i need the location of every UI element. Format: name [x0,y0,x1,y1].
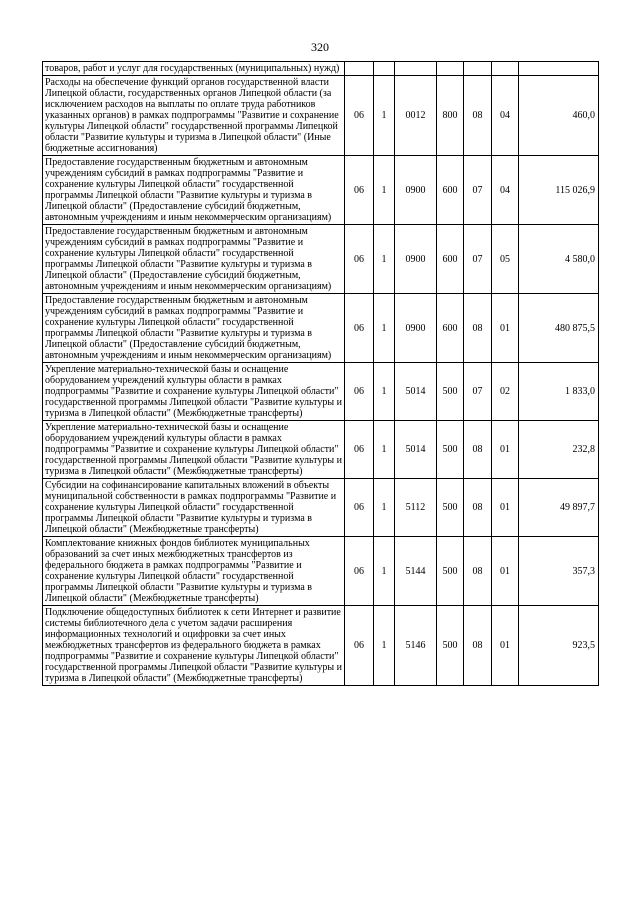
section-code: 07 [464,363,492,421]
subprogram-code: 1 [374,76,395,156]
expense-type-code: 600 [437,225,464,294]
expense-type-code: 500 [437,479,464,537]
table-row [43,479,599,537]
program-code: 06 [345,479,374,537]
program-code: 06 [345,606,374,686]
target-item-code: 5146 [395,606,437,686]
subprogram-code: 1 [374,479,395,537]
amount: 1 833,0 [519,363,599,421]
amount: 357,3 [519,537,599,606]
row-description: Подключение общедоступных библиотек к сети Интернет и развитие системы библиотечного дела с учетом задачи расширения информационных технологий и оцифровки за счет иных межбюджетных трансфертов из федерального бюджета в рамках подпрограммы "Развитие и сохранение культуры Липецкой области" государственной программы Липецкой области "Развитие культуры и туризма в Липецкой области" (Межбюджетные трансферты) [43,606,345,686]
table-row [43,76,599,156]
subsection-code: 01 [492,606,519,686]
program-code: 06 [345,156,374,225]
page-number: 320 [311,40,329,54]
subsection-code: 01 [492,294,519,363]
budget-table [42,61,599,686]
row-description: товаров, работ и услуг для государственных (муниципальных) нужд) [43,62,345,76]
subsection-code: 01 [492,421,519,479]
row-description: Укрепление материально-технической базы и оснащение оборудованием учреждений культуры области в рамках подпрограммы "Развитие и сохранение культуры Липецкой области" государственной программы Липецкой области "Развитие культуры и туризма в Липецкой области" (Межбюджетные трансферты) [43,363,345,421]
table-row [43,421,599,479]
row-description: Предоставление государственным бюджетным и автономным учреждениям субсидий в рамках подпрограммы "Развитие и сохранение культуры Липецкой области" государственной программы Липецкой области "Развитие культуры и туризма в Липецкой области" (Предоставление субсидий бюджетным, автономным учреждениям и иным некоммерческим организациям) [43,156,345,225]
target-item-code: 0900 [395,294,437,363]
amount: 480 875,5 [519,294,599,363]
target-item-code: 5144 [395,537,437,606]
table-row [43,62,599,76]
expense-type-code [437,62,464,76]
amount: 232,8 [519,421,599,479]
program-code: 06 [345,225,374,294]
amount: 923,5 [519,606,599,686]
program-code: 06 [345,363,374,421]
subsection-code: 01 [492,479,519,537]
table-row [43,294,599,363]
row-description: Субсидии на софинансирование капитальных вложений в объекты муниципальной собственности в рамках подпрограммы "Развитие и сохранение культуры Липецкой области" государственной программы Липецкой области "Развитие культуры и туризма в Липецкой области" (Межбюджетные трансферты) [43,479,345,537]
subsection-code [492,62,519,76]
target-item-code: 0900 [395,156,437,225]
subprogram-code [374,62,395,76]
subsection-code: 04 [492,156,519,225]
section-code: 07 [464,225,492,294]
table-row [43,363,599,421]
row-description: Комплектование книжных фондов библиотек муниципальных образований за счет иных межбюджетных трансфертов из федерального бюджета в рамках подпрограммы "Развитие и сохранение культуры Липецкой области" государственной программы Липецкой области "Развитие культуры и туризма в Липецкой области" (Межбюджетные трансферты) [43,537,345,606]
subprogram-code: 1 [374,363,395,421]
row-description: Расходы на обеспечение функций органов государственной власти Липецкой области, государственных органов Липецкой области (за исключением расходов на выплаты по оплате труда работников указанных органов) в рамках подпрограммы "Развитие и сохранение культуры Липецкой области" государственной программы Липецкой области "Развитие культуры и туризма в Липецкой области" (Иные бюджетные ассигнования) [43,76,345,156]
table-row [43,537,599,606]
program-code [345,62,374,76]
program-code: 06 [345,76,374,156]
amount [519,62,599,76]
subprogram-code: 1 [374,294,395,363]
section-code: 07 [464,156,492,225]
row-description: Предоставление государственным бюджетным и автономным учреждениям субсидий в рамках подпрограммы "Развитие и сохранение культуры Липецкой области" государственной программы Липецкой области "Развитие культуры и туризма в Липецкой области" (Предоставление субсидий бюджетным, автономным учреждениям и иным некоммерческим организациям) [43,294,345,363]
table-row [43,606,599,686]
expense-type-code: 500 [437,537,464,606]
amount: 115 026,9 [519,156,599,225]
expense-type-code: 500 [437,363,464,421]
subprogram-code: 1 [374,421,395,479]
amount: 460,0 [519,76,599,156]
section-code: 08 [464,294,492,363]
section-code [464,62,492,76]
section-code: 08 [464,421,492,479]
section-code: 08 [464,76,492,156]
expense-type-code: 600 [437,294,464,363]
section-code: 08 [464,479,492,537]
amount: 4 580,0 [519,225,599,294]
expense-type-code: 600 [437,156,464,225]
subprogram-code: 1 [374,156,395,225]
table-row [43,156,599,225]
row-description: Предоставление государственным бюджетным и автономным учреждениям субсидий в рамках подпрограммы "Развитие и сохранение культуры Липецкой области" государственной программы Липецкой области "Развитие культуры и туризма в Липецкой области" (Предоставление субсидий бюджетным, автономным учреждениям и иным некоммерческим организациям) [43,225,345,294]
target-item-code: 0900 [395,225,437,294]
amount: 49 897,7 [519,479,599,537]
target-item-code [395,62,437,76]
section-code: 08 [464,537,492,606]
program-code: 06 [345,294,374,363]
program-code: 06 [345,421,374,479]
subprogram-code: 1 [374,606,395,686]
target-item-code: 5014 [395,421,437,479]
expense-type-code: 800 [437,76,464,156]
expense-type-code: 500 [437,606,464,686]
target-item-code: 5112 [395,479,437,537]
expense-type-code: 500 [437,421,464,479]
row-description: Укрепление материально-технической базы и оснащение оборудованием учреждений культуры области в рамках подпрограммы "Развитие и сохранение культуры Липецкой области" государственной программы Липецкой области "Развитие культуры и туризма в Липецкой области" (Межбюджетные трансферты) [43,421,345,479]
subprogram-code: 1 [374,537,395,606]
section-code: 08 [464,606,492,686]
subsection-code: 01 [492,537,519,606]
subsection-code: 04 [492,76,519,156]
target-item-code: 5014 [395,363,437,421]
subsection-code: 02 [492,363,519,421]
subsection-code: 05 [492,225,519,294]
target-item-code: 0012 [395,76,437,156]
subprogram-code: 1 [374,225,395,294]
program-code: 06 [345,537,374,606]
table-row [43,225,599,294]
